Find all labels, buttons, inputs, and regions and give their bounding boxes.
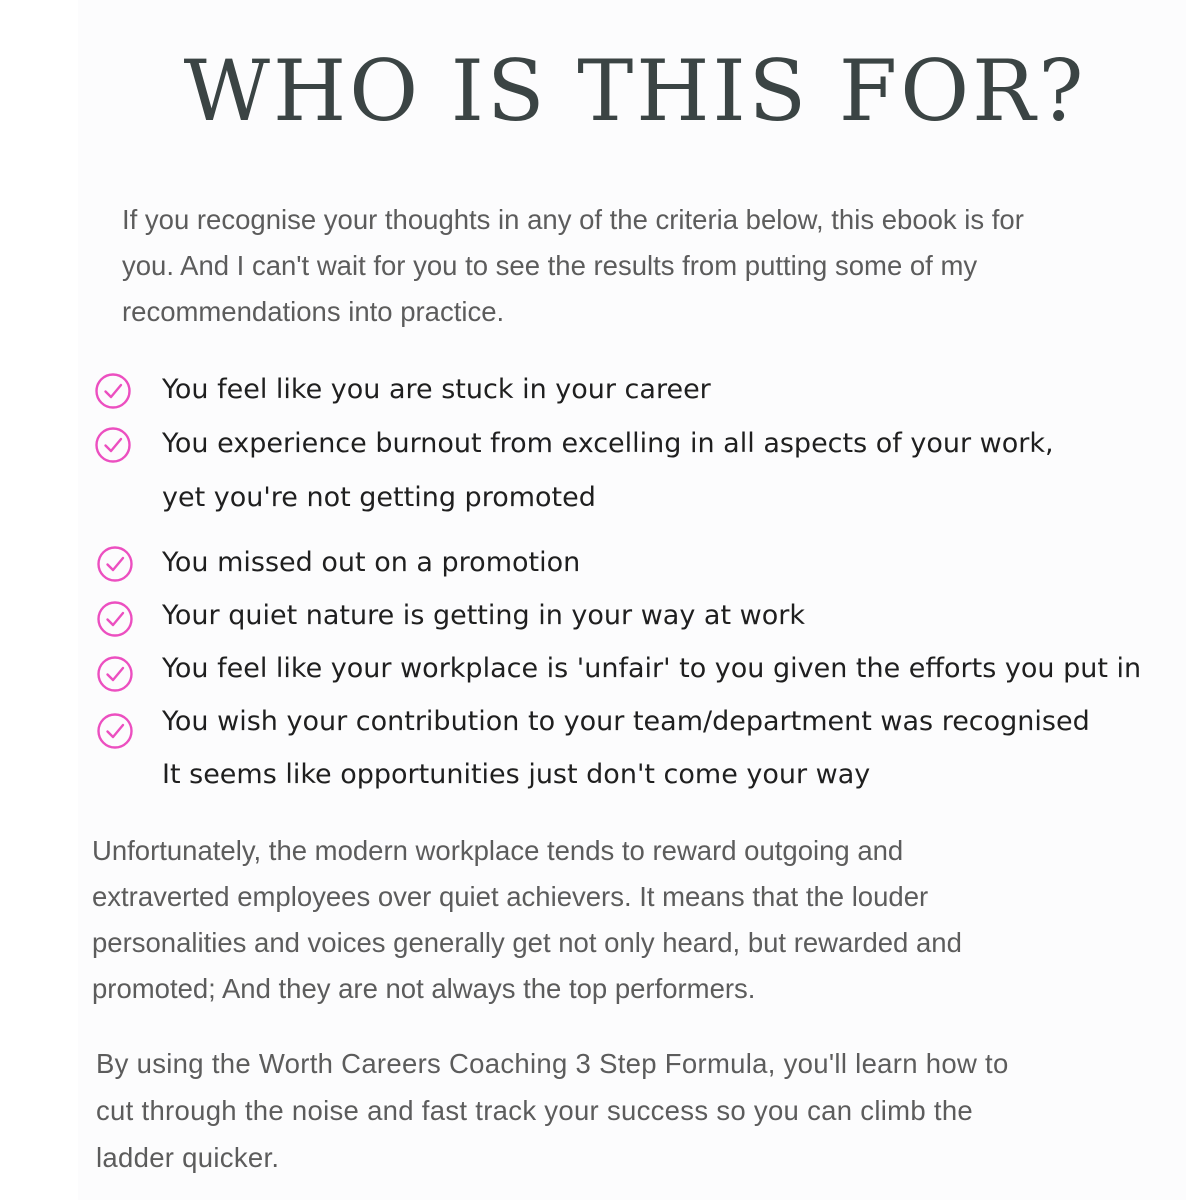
criteria-item: You wish your contribution to your team/department was recognised (162, 706, 1090, 737)
intro-line: If you recognise your thoughts in any of the criteria below, this ebook is for (122, 204, 1024, 235)
body-line: Unfortunately, the modern workplace tends to reward outgoing and (92, 835, 904, 866)
body-line: promoted; And they are not always the top performers. (92, 973, 756, 1004)
criteria-item-continuation: yet you're not getting promoted (162, 482, 596, 513)
criteria-item: You feel like you are stuck in your career (162, 374, 711, 405)
intro-paragraph (122, 197, 1172, 335)
body-paragraph (92, 828, 1152, 1012)
criteria-item: You missed out on a promotion (162, 547, 581, 578)
body-line: cut through the noise and fast track your success so you can climb the (96, 1095, 974, 1126)
criteria-item: You experience burnout from excelling in all aspects of your work, (162, 428, 1054, 459)
content-panel (78, 0, 1186, 1200)
body-line: By using the Worth Careers Coaching 3 Step Formula, you'll learn how to (96, 1048, 1009, 1079)
body-line: ladder quicker. (96, 1142, 280, 1173)
intro-line: recommendations into practice. (122, 296, 505, 327)
body-line: extraverted employees over quiet achievers. It means that the louder (92, 881, 929, 912)
intro-line: you. And I can't wait for you to see the results from putting some of my (122, 250, 978, 281)
criteria-item: You feel like your workplace is 'unfair' to you given the efforts you put in (162, 653, 1142, 684)
body-line: personalities and voices generally get not only heard, but rewarded and (92, 927, 962, 958)
criteria-item: Your quiet nature is getting in your way at work (162, 600, 805, 631)
page-title: WHO IS THIS FOR? (183, 42, 1087, 140)
body-paragraph (96, 1040, 1156, 1181)
criteria-item: It seems like opportunities just don't come your way (162, 759, 871, 790)
